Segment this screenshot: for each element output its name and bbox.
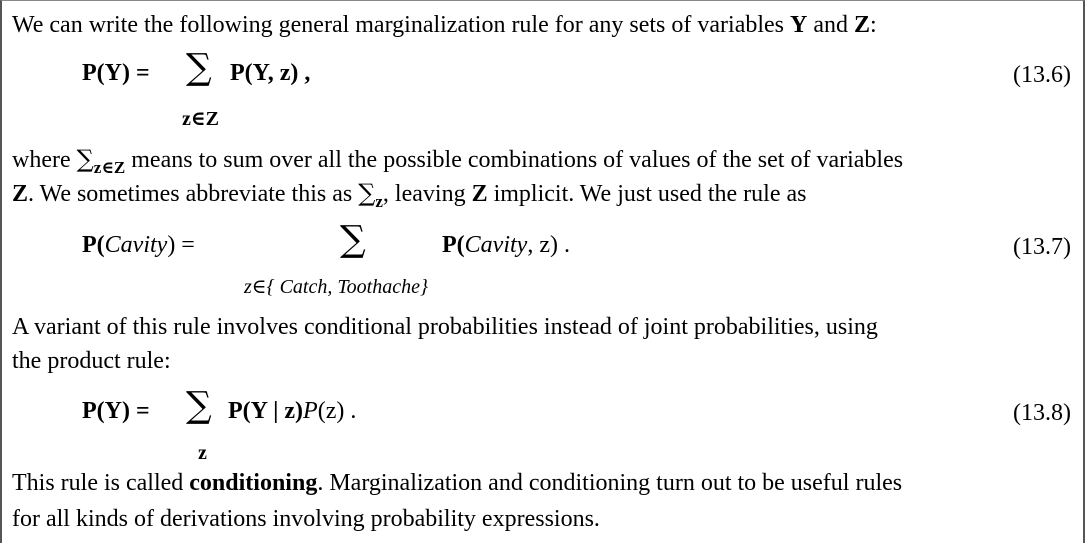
paragraph-conditioning: This rule is called conditioning. Marginalization and conditioning turn out to be useful rules <box>12 470 903 496</box>
paragraph-intro: We can write the following general marginalization rule for any sets of variables Y and Z: <box>12 12 877 38</box>
equation-13-8-rhs: P(Y | z)P(z) . <box>228 398 357 424</box>
paragraph-where: where $\sum_{z\in Z}$ means to sum over all the possible combinations of values of the set of variables <box>12 145 904 177</box>
sum-symbol: ∑ <box>186 385 212 426</box>
paragraph-product-rule: the product rule: <box>12 348 171 374</box>
equation-13-8-subscript: z <box>198 442 207 464</box>
paragraph-variant: A variant of this rule involves conditional probabilities instead of joint probabilities, using <box>12 314 878 340</box>
equation-13-8: P(Y) = <box>82 398 150 424</box>
sum-symbol: ∑ <box>340 219 366 260</box>
equation-13-7-rhs: P(Cavity, z) . <box>442 232 570 258</box>
sum-symbol: ∑ <box>186 47 212 88</box>
equation-number: (13.7) <box>1013 234 1071 260</box>
equation-13-7-subscript: z∈{ Catch, Toothache} <box>244 276 428 298</box>
equation-13-6-rhs: P(Y, z) , <box>230 60 311 86</box>
equation-13-6-subscript: z∈Z <box>182 108 220 130</box>
equation-13-7: P(Cavity) = <box>82 232 195 258</box>
equation-number: (13.6) <box>1013 62 1071 88</box>
equation-number: (13.8) <box>1013 400 1071 426</box>
paragraph-abbreviate: Z. We sometimes abbreviate this as $\sum_z$, leaving Z implicit. We just used the rule as <box>12 179 807 211</box>
equation-13-6: P(Y) = <box>82 60 150 86</box>
paragraph-derivations: for all kinds of derivations involving probability expressions. <box>12 506 600 532</box>
